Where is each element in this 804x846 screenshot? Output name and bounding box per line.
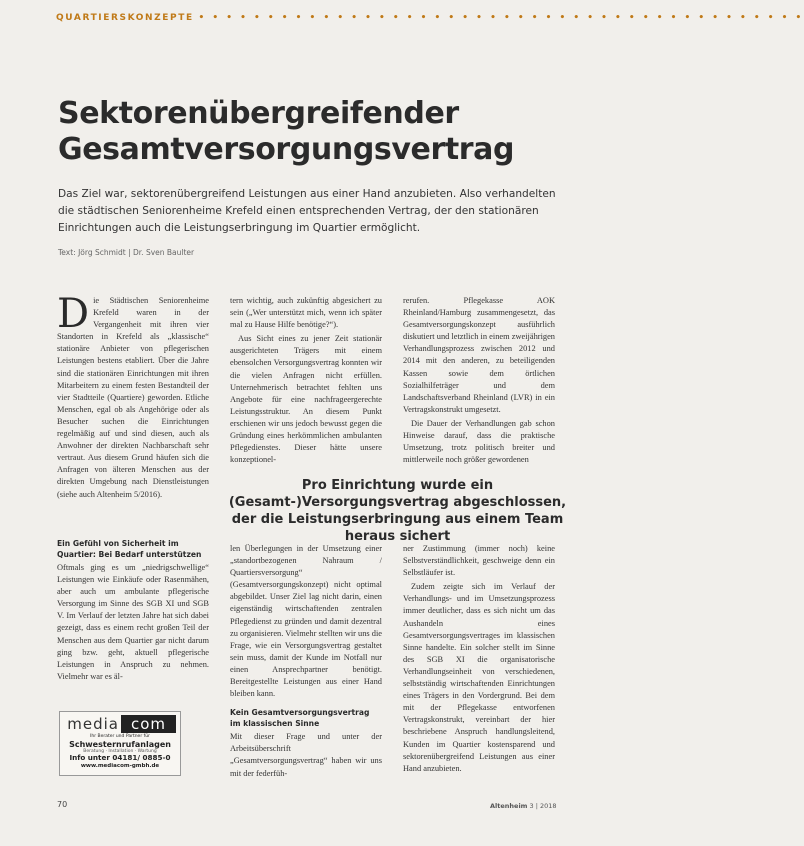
article-title-line2: Gesamtversorgungsvertrag bbox=[58, 132, 515, 167]
col2b-paragraph-1: len Überlegungen in der Umsetzung einer „standortbezogenen Nahraum / Quartiersversorgung“ (Gesamtversorgungskonzept) nicht optimal abgebildet. Unser Ziel lag nicht darin, einen eigenständig wirtschaftenden zentralen Pflegedienst zu gründen und damit dezentral zu organisieren. Vielmehr stellten wir uns die Frage, wie ein Versorgungsvertrag gestaltet sein muss, damit der Kunde im Notfall nur einen Ansprechpartner benötigt. Bereitgestellte Leistungen aus einer Hand bleiben kann. bbox=[230, 544, 382, 699]
article-title bbox=[58, 96, 578, 168]
section-label-dots: • • • • • • • • • • • • • • • • • • • • • • • • • • • • • • • • • • • • • • • • • • • • bbox=[198, 13, 804, 23]
col1-paragraph-1: ie Städtischen Seniorenheime Krefeld waren in der Vergangenheit mit ihren vier Standorten in Krefeld als „klassische“ stationäre Anbieter von pflegerischen Leistungen bestens etabliert. Über die Jahre sind die stationären Einrichtungen mit ihren Mitarbeitern zu einem festen Bestandteil der vier Stadtteile (Quartiere) geworden. Etliche Menschen, egal ob als Angehörige oder als Besucher suchen die Einrichtungen regelmäßig auf und sind diesen, auch als Anwohner der direkten Nachbarschaft sehr vertraut. Aus diesem Grund häufen sich die Anfragen von älteren Menschen aus der direkten Umgebung nach Dienstleistungen (siehe auch Altenheim 5/2016). bbox=[57, 296, 209, 499]
pull-quote: Pro Einrichtung wurde ein (Gesamt-)Versorgungsvertrag abgeschlossen, der die Leistungserbringung aus einem Team heraus sichert bbox=[228, 478, 567, 544]
col2-paragraph-1: tern wichtig, auch zukünftig abgesichert zu sein („Wer unterstützt mich, wenn ich später mal zu Hause Hilfe benötige?“). bbox=[230, 296, 382, 330]
col1-subheading: Ein Gefühl von Sicherheit im Quartier: Bei Bedarf unterstützen bbox=[57, 539, 202, 559]
col3-paragraph-1: rerufen. Pflegekasse AOK Rheinland/Hamburg zusammengesetzt, das Gesamtversorgungskonzept ausführlich diskutiert und letztlich in einem zweijährigen Verhandlungsprozess zwischen 2012 und 2014 mit den anderen, zu beteiligenden Kassen sowie dem örtlichen Sozialhilfeträger und dem Landschaftsverband Rheinland (LVR) in ein Vertragskonstrukt umgesetzt. bbox=[403, 296, 555, 414]
ad-services: Beratung · Installation · Wartung bbox=[83, 748, 157, 754]
byline: Text: Jörg Schmidt | Dr. Sven Baulter bbox=[58, 248, 195, 257]
ad-website: www.mediacom-gmbh.de bbox=[80, 762, 160, 769]
page-number: 70 bbox=[57, 800, 68, 809]
magazine-name: Altenheim bbox=[490, 802, 528, 810]
column-1-top bbox=[57, 291, 209, 503]
magazine-issue: 3 | 2018 bbox=[529, 802, 557, 810]
ad-tagline: Ihr Berater und Partner für bbox=[90, 734, 150, 739]
ad-logo-right: com bbox=[121, 715, 176, 733]
ad-phone: Info unter 04181/ 0885-0 bbox=[69, 753, 171, 762]
ad-product: Schwesternrufanlagen bbox=[69, 739, 171, 749]
col3-paragraph-2: Die Dauer der Verhandlungen gab schon Hinweise darauf, dass die praktische Umsetzung, trotz politisch breiter und mittlerweile noch größer gewordenen bbox=[403, 418, 555, 465]
col2b-paragraph-2: Mit dieser Frage und unter der Arbeitsüberschrift „Gesamtversorgungsvertrag“ haben wir uns mit der federfüh- bbox=[230, 732, 382, 778]
col3b-paragraph-2: Zudem zeigte sich im Verlauf der Verhandlungs- und im Umsetzungsprozess immer deutlicher, dass es sich nicht um das Aushandeln eines Gesamtversorgungsvertrages im klassischen Sinne handelte. Ein solcher stellt im Sinne des SGB XI die organisatorische Verhandlungseinheit von verschiedenen, selbstständig wirtschaftenden Einrichtungen eines Trägers in den Vordergrund. Bei dem mit der Pflegekasse entworfenen Vertragskonstrukt, vereinbart der hier beschriebene Anspruch handlungsleitend, Kunden im Quartier kostensparend und sektorenübergreifend Leistungen aus einer Hand anzubieten. bbox=[403, 582, 555, 773]
ad-logo-left: media bbox=[67, 715, 119, 733]
column-2-top bbox=[230, 295, 382, 468]
column-3-bottom bbox=[403, 543, 555, 777]
column-3-top bbox=[403, 295, 555, 468]
drop-cap: D bbox=[57, 291, 90, 337]
magazine-footer bbox=[490, 802, 557, 810]
section-label-text: QUARTIERSKONZEPTE bbox=[56, 13, 194, 23]
article-title-line1: Sektorenübergreifender bbox=[58, 96, 459, 131]
column-1-bottom bbox=[57, 531, 209, 685]
section-label bbox=[56, 13, 804, 27]
col2-subheading: Kein Gesamtversorgungsvertrag im klassischen Sinne bbox=[230, 708, 370, 728]
ad-logo bbox=[64, 715, 176, 733]
col3b-paragraph-1: ner Zustimmung (immer noch) keine Selbstverständlichkeit, geschweige denn ein Selbstläufer ist. bbox=[403, 544, 555, 578]
advertisement bbox=[59, 711, 181, 776]
article-lead: Das Ziel war, sektorenübergreifend Leistungen aus einer Hand anzubieten. Also verhandelten die städtischen Seniorenheime Krefeld einen entsprechenden Vertrag, der den stationären Einrichtungen auch die Leistungserbringung im Quartier ermöglicht. bbox=[58, 188, 556, 234]
col1b-paragraph-1: Oftmals ging es um „niedrigschwellige“ Leistungen wie Einkäufe oder Rasenmähen, aber auch um ambulante pflegerische Versorgung im Sinne des SGB XI und SGB V. Im Verlauf der letzten Jahre hat sich dabei gezeigt, dass es einem recht großen Teil der Menschen aus dem Quartier gar nicht darum ging bzw. geht, aktuell pflegerische Leistungen in Anspruch zu nehmen. Vielmehr war es äl- bbox=[57, 563, 209, 681]
col2-paragraph-2: Aus Sicht eines zu jener Zeit stationär ausgerichteten Trägers mit einem ebensolchen Versorgungsvertrag konnten wir die vielen Anfragen nicht erfüllen. Unternehmerisch betrachtet fehlten uns Angebote für eine nachfrageergerechte Leistungsstruktur. An diesem Punkt erschienen wir uns jedoch bewusst gegen die Gründung eines herkömmlichen ambulanten Pflegedienstes. Dieser hätte unsere konzeptionel- bbox=[230, 334, 382, 465]
column-2-bottom bbox=[230, 543, 382, 782]
